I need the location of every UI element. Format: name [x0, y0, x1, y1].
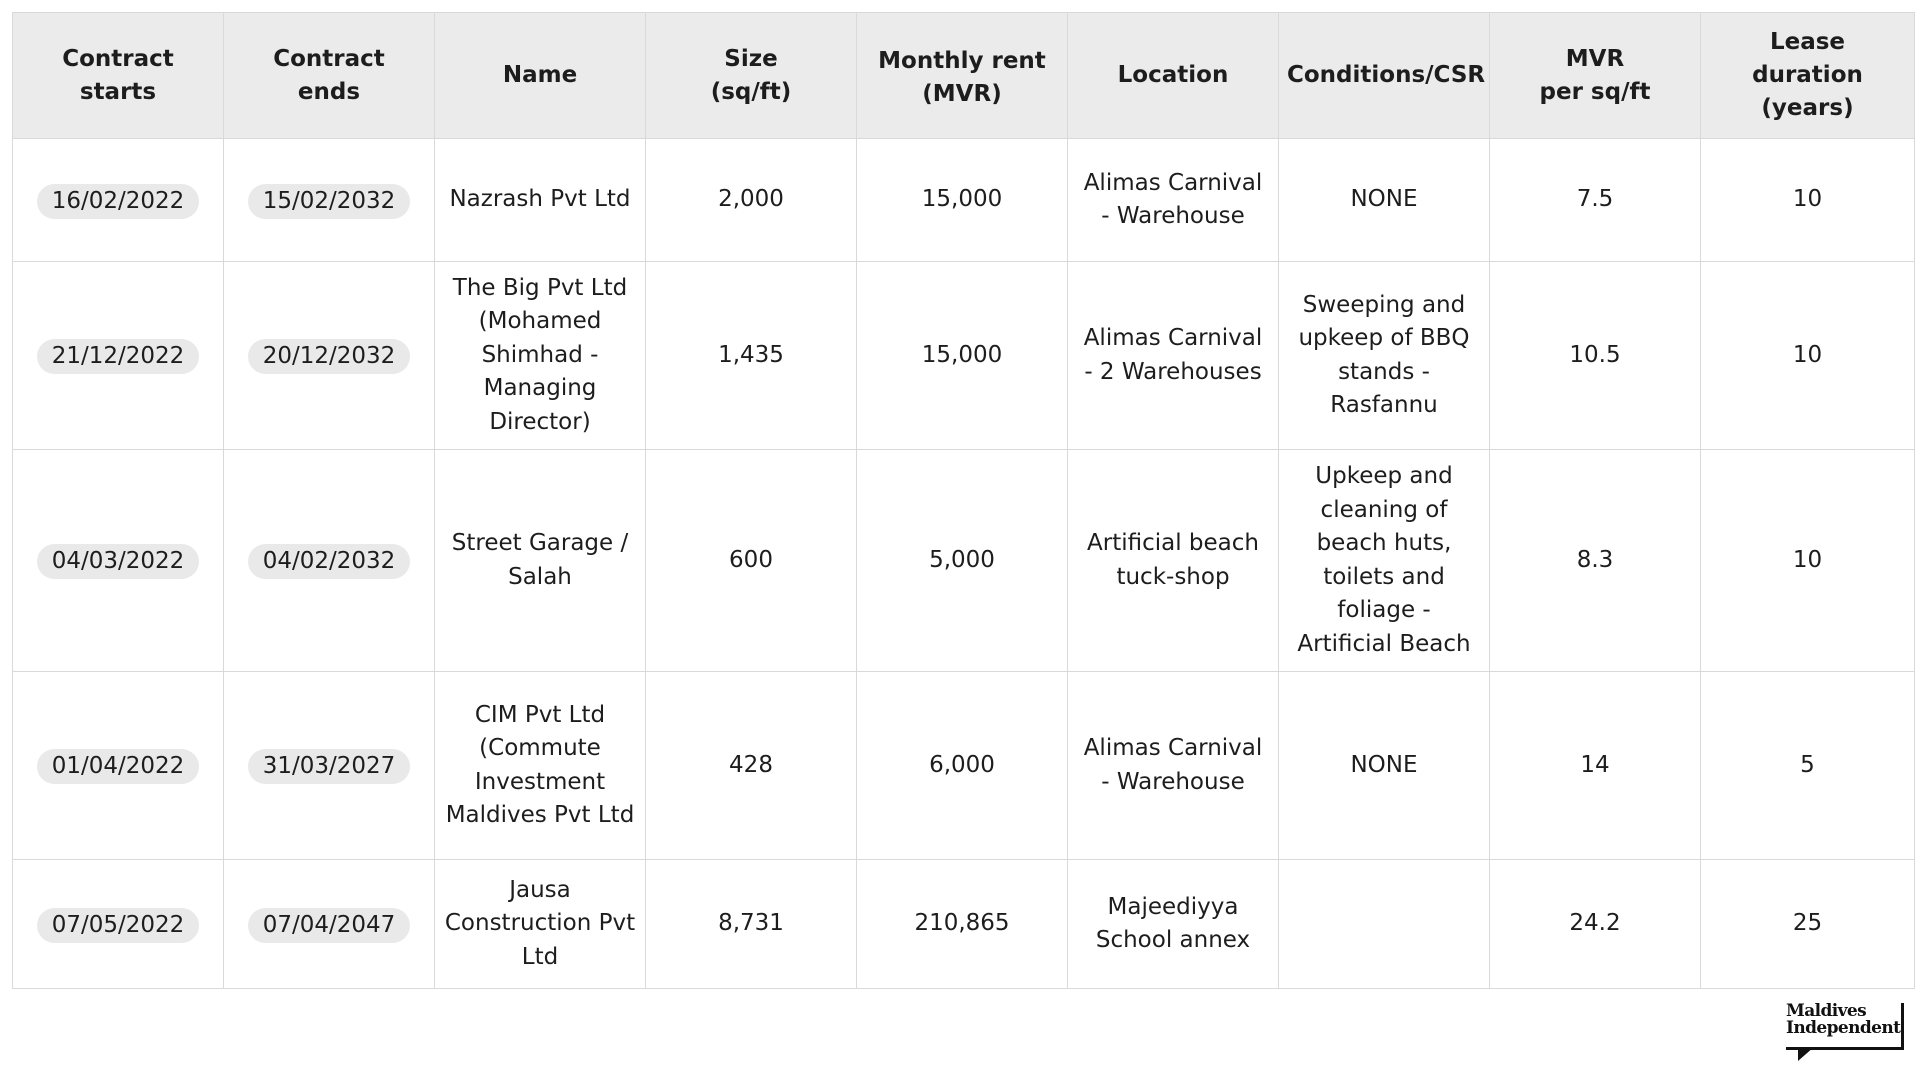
table-row — [13, 450, 1915, 672]
date-badge: 31/03/2027 — [248, 749, 411, 784]
speech-bubble-tail — [1798, 1047, 1814, 1061]
header-lease-duration: Lease duration (years) — [1701, 13, 1915, 139]
cell-location: Alimas Carnival - Warehouse — [1068, 139, 1279, 262]
cell-name: Street Garage / Salah — [435, 450, 646, 672]
table-row — [13, 139, 1915, 262]
maldives-independent-logo — [1786, 1003, 1908, 1061]
logo-wordmark — [1786, 1003, 1900, 1037]
cell-lease-duration: 10 — [1701, 262, 1915, 450]
cell-contract-start — [13, 860, 224, 989]
cell-contract-start — [13, 139, 224, 262]
cell-monthly-rent: 6,000 — [857, 672, 1068, 860]
cell-name: CIM Pvt Ltd (Commute Investment Maldives Pvt Ltd — [435, 672, 646, 860]
cell-location: Alimas Carnival - Warehouse — [1068, 672, 1279, 860]
cell-size: 2,000 — [646, 139, 857, 262]
cell-lease-duration: 25 — [1701, 860, 1915, 989]
date-badge: 16/02/2022 — [37, 184, 200, 219]
cell-contract-end — [224, 860, 435, 989]
cell-size: 600 — [646, 450, 857, 672]
logo-line-1: Maldives — [1786, 1001, 1867, 1021]
cell-lease-duration: 10 — [1701, 450, 1915, 672]
cell-name: Jausa Construction Pvt Ltd — [435, 860, 646, 989]
cell-lease-duration: 10 — [1701, 139, 1915, 262]
date-badge: 01/04/2022 — [37, 749, 200, 784]
date-badge: 21/12/2022 — [37, 339, 200, 374]
cell-conditions: NONE — [1279, 672, 1490, 860]
date-badge: 04/02/2032 — [248, 544, 411, 579]
cell-conditions: NONE — [1279, 139, 1490, 262]
cell-size: 428 — [646, 672, 857, 860]
header-rate-per-sqft: MVR per sq/ft — [1490, 13, 1701, 139]
cell-contract-end — [224, 450, 435, 672]
cell-rate-per-sqft: 7.5 — [1490, 139, 1701, 262]
cell-rate-per-sqft: 24.2 — [1490, 860, 1701, 989]
lease-contracts-table — [12, 12, 1915, 989]
cell-name: Nazrash Pvt Ltd — [435, 139, 646, 262]
date-badge: 20/12/2032 — [248, 339, 411, 374]
cell-monthly-rent: 210,865 — [857, 860, 1068, 989]
header-name: Name — [435, 13, 646, 139]
header-contract-ends: Contract ends — [224, 13, 435, 139]
table-row — [13, 672, 1915, 860]
cell-contract-start — [13, 672, 224, 860]
cell-name: The Big Pvt Ltd (Mohamed Shimhad - Managing Director) — [435, 262, 646, 450]
cell-conditions: Upkeep and cleaning of beach huts, toilets and foliage - Artificial Beach — [1279, 450, 1490, 672]
logo-line-2: Independent — [1786, 1018, 1901, 1038]
cell-contract-end — [224, 262, 435, 450]
header-row — [13, 13, 1915, 139]
header-location: Location — [1068, 13, 1279, 139]
header-monthly-rent: Monthly rent (MVR) — [857, 13, 1068, 139]
cell-size: 1,435 — [646, 262, 857, 450]
cell-monthly-rent: 15,000 — [857, 139, 1068, 262]
header-conditions: Conditions/CSR — [1279, 13, 1490, 139]
date-badge: 04/03/2022 — [37, 544, 200, 579]
table-row — [13, 262, 1915, 450]
cell-contract-start — [13, 450, 224, 672]
header-contract-starts: Contract starts — [13, 13, 224, 139]
cell-monthly-rent: 5,000 — [857, 450, 1068, 672]
cell-conditions: Sweeping and upkeep of BBQ stands - Rasfannu — [1279, 262, 1490, 450]
cell-size: 8,731 — [646, 860, 857, 989]
header-size: Size (sq/ft) — [646, 13, 857, 139]
cell-rate-per-sqft: 10.5 — [1490, 262, 1701, 450]
cell-location: Alimas Carnival - 2 Warehouses — [1068, 262, 1279, 450]
cell-location: Majeediyya School annex — [1068, 860, 1279, 989]
cell-monthly-rent: 15,000 — [857, 262, 1068, 450]
cell-lease-duration: 5 — [1701, 672, 1915, 860]
cell-contract-end — [224, 672, 435, 860]
date-badge: 07/05/2022 — [37, 908, 200, 943]
date-badge: 07/04/2047 — [248, 908, 411, 943]
table-row — [13, 860, 1915, 989]
cell-location: Artificial beach tuck-shop — [1068, 450, 1279, 672]
cell-rate-per-sqft: 14 — [1490, 672, 1701, 860]
cell-contract-start — [13, 262, 224, 450]
date-badge: 15/02/2032 — [248, 184, 411, 219]
cell-conditions — [1279, 860, 1490, 989]
cell-contract-end — [224, 139, 435, 262]
cell-rate-per-sqft: 8.3 — [1490, 450, 1701, 672]
